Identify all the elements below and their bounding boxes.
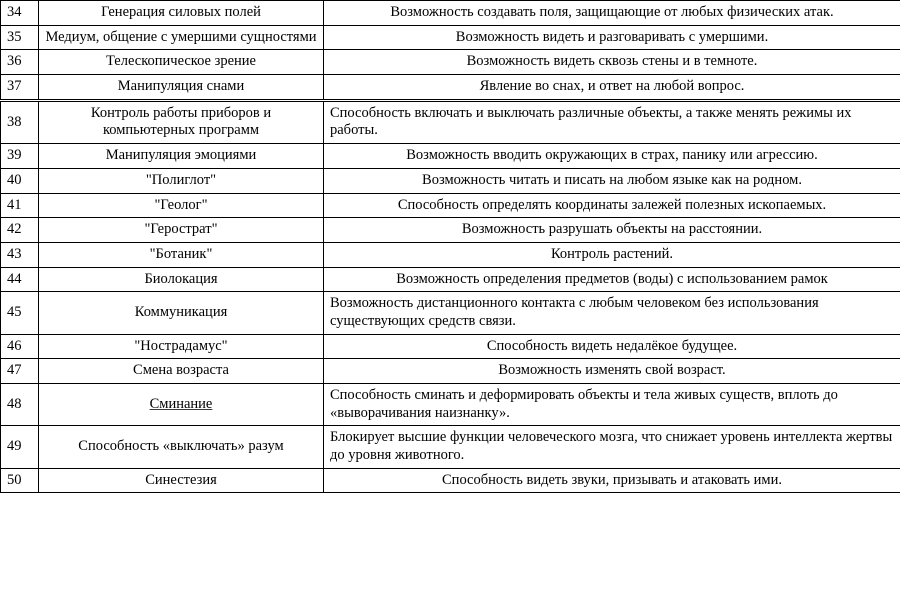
row-description: Способность видеть звуки, призывать и атаковать ими. bbox=[324, 468, 900, 493]
row-number: 42 bbox=[1, 218, 39, 243]
row-name: Биолокация bbox=[39, 267, 324, 292]
row-description: Возможность разрушать объекты на расстоянии. bbox=[324, 218, 900, 243]
row-number: 50 bbox=[1, 468, 39, 493]
row-description: Блокирует высшие функции человеческого мозга, что снижает уровень интеллекта жертвы до уровня животного. bbox=[324, 426, 900, 468]
row-number: 46 bbox=[1, 334, 39, 359]
table-row bbox=[1, 144, 900, 169]
row-description: Возможность изменять свой возраст. bbox=[324, 359, 900, 384]
row-number: 39 bbox=[1, 144, 39, 169]
row-number: 45 bbox=[1, 292, 39, 334]
row-description: Возможность видеть сквозь стены и в темноте. bbox=[324, 50, 900, 75]
row-number: 40 bbox=[1, 168, 39, 193]
row-description: Способность сминать и деформировать объекты и тела живых существ, вплоть до «выворачивания наизнанку». bbox=[324, 384, 900, 426]
row-name: Контроль работы приборов и компьютерных программ bbox=[39, 100, 324, 143]
row-description: Возможность создавать поля, защищающие от любых физических атак. bbox=[324, 1, 900, 26]
table-row bbox=[1, 1, 900, 26]
row-description: Явление во снах, и ответ на любой вопрос. bbox=[324, 75, 900, 101]
row-name: Телескопическое зрение bbox=[39, 50, 324, 75]
table-row bbox=[1, 359, 900, 384]
table-row bbox=[1, 100, 900, 143]
table-row bbox=[1, 468, 900, 493]
row-number: 47 bbox=[1, 359, 39, 384]
table-row bbox=[1, 50, 900, 75]
table-row bbox=[1, 25, 900, 50]
table-row bbox=[1, 334, 900, 359]
row-name: "Геолог" bbox=[39, 193, 324, 218]
row-name: Генерация силовых полей bbox=[39, 1, 324, 26]
row-number: 37 bbox=[1, 75, 39, 101]
row-name bbox=[39, 426, 324, 468]
row-description: Возможность видеть и разговаривать с умершими. bbox=[324, 25, 900, 50]
row-name: Синестезия bbox=[39, 468, 324, 493]
table-row bbox=[1, 292, 900, 334]
row-description: Способность включать и выключать различные объекты, а также менять режимы их работы. bbox=[324, 100, 900, 143]
table-row bbox=[1, 218, 900, 243]
row-description: Контроль растений. bbox=[324, 242, 900, 267]
row-description: Возможность читать и писать на любом языке как на родном. bbox=[324, 168, 900, 193]
row-name-misspelled: Сминание bbox=[149, 395, 213, 412]
row-number: 43 bbox=[1, 242, 39, 267]
row-name bbox=[39, 384, 324, 426]
table-row bbox=[1, 193, 900, 218]
table-row bbox=[1, 242, 900, 267]
row-number: 49 bbox=[1, 426, 39, 468]
table-row bbox=[1, 267, 900, 292]
row-number: 36 bbox=[1, 50, 39, 75]
row-description: Возможность дистанционного контакта с любым человеком без использования существующих средств связи. bbox=[324, 292, 900, 334]
row-name: Смена возраста bbox=[39, 359, 324, 384]
row-name: "Нострадамус" bbox=[39, 334, 324, 359]
abilities-table-body bbox=[1, 1, 900, 493]
row-name: Манипуляция снами bbox=[39, 75, 324, 101]
row-number: 41 bbox=[1, 193, 39, 218]
row-description: Возможность определения предметов (воды) с использованием рамок bbox=[324, 267, 900, 292]
row-name-text: Способность «выключать» разум bbox=[78, 438, 284, 455]
row-name: "Полиглот" bbox=[39, 168, 324, 193]
row-number: 35 bbox=[1, 25, 39, 50]
row-number: 38 bbox=[1, 100, 39, 143]
table-row bbox=[1, 384, 900, 426]
row-description: Способность определять координаты залежей полезных ископаемых. bbox=[324, 193, 900, 218]
row-number: 34 bbox=[1, 1, 39, 26]
row-number: 48 bbox=[1, 384, 39, 426]
row-name: "Ботаник" bbox=[39, 242, 324, 267]
row-description: Способность видеть недалёкое будущее. bbox=[324, 334, 900, 359]
table-row bbox=[1, 168, 900, 193]
row-name: Коммуникация bbox=[39, 292, 324, 334]
row-name: Медиум, общение с умершими сущностями bbox=[39, 25, 324, 50]
row-name: "Герострат" bbox=[39, 218, 324, 243]
row-description: Возможность вводить окружающих в страх, панику или агрессию. bbox=[324, 144, 900, 169]
table-row bbox=[1, 426, 900, 468]
row-name: Манипуляция эмоциями bbox=[39, 144, 324, 169]
table-row bbox=[1, 75, 900, 101]
row-number: 44 bbox=[1, 267, 39, 292]
